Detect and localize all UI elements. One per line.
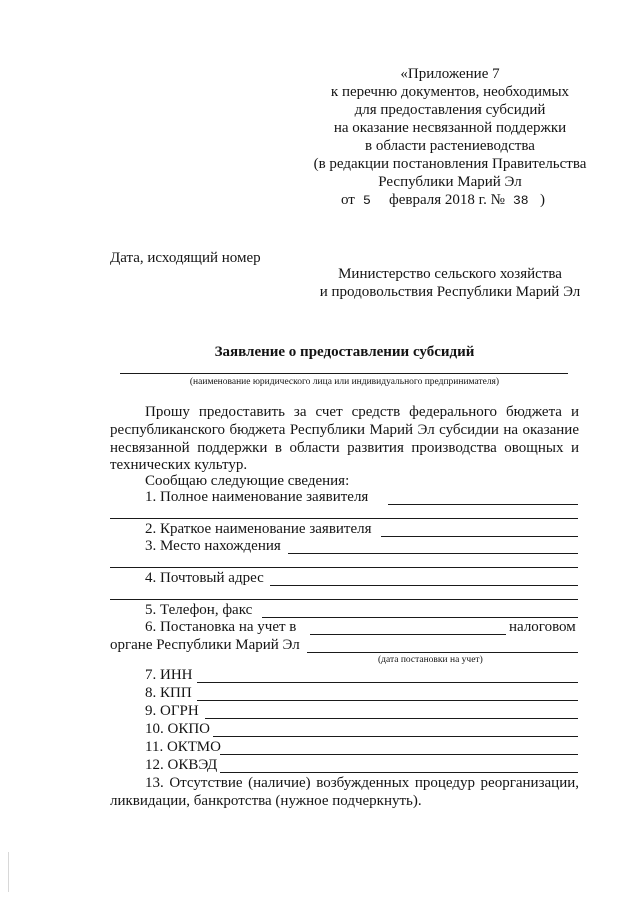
appendix-line: к перечню документов, необходимых xyxy=(330,84,570,100)
field-full-name-line-2 xyxy=(110,518,578,519)
field-full-name-label: 1. Полное наименование заявителя xyxy=(145,489,369,505)
date-label: Дата, исходящий номер xyxy=(110,250,261,266)
appendix-date-prefix: от xyxy=(341,192,355,208)
field-oktmo-line xyxy=(220,754,578,755)
field-okpo-label: 10. ОКПО xyxy=(145,721,211,737)
field-phone-fax-line xyxy=(262,617,578,618)
field-phone-fax-label: 5. Телефон, факс xyxy=(145,602,253,618)
field-tax-authority-label: органе Республики Марий Эл xyxy=(110,637,300,653)
addressee-line2: и продовольствия Республики Марий Эл xyxy=(319,284,581,300)
field-location-line xyxy=(288,553,578,554)
appendix-month-year: февраля 2018 г. № xyxy=(389,192,505,208)
field-short-name-line xyxy=(381,536,578,537)
field-ogrn-line xyxy=(205,718,578,719)
field-kpp-label: 8. КПП xyxy=(145,685,192,701)
appendix-line: для предоставления субсидий xyxy=(354,102,546,118)
field-postal-address-label: 4. Почтовый адрес xyxy=(145,570,264,586)
field-ogrn-label: 9. ОГРН xyxy=(145,703,199,719)
field-procedures-label-cont: ликвидации, банкротства (нужное подчеркнуть). xyxy=(110,793,422,809)
appendix-close-paren: ) xyxy=(540,192,545,208)
appendix-line: на оказание несвязанной поддержки xyxy=(333,120,567,136)
applicant-caption: (наименование юридического лица или индивидуального предпринимателя) xyxy=(189,377,500,387)
field-tax-registration-label-cont: налоговом xyxy=(509,619,576,635)
field-oktmo-label: 11. ОКТМО xyxy=(145,739,221,755)
field-tax-date-caption: (дата постановки на учет) xyxy=(378,655,483,665)
paragraph-line: республиканского бюджета Республики Марий Эл субсидии на оказание xyxy=(110,422,579,438)
appendix-line: Республики Марий Эл xyxy=(378,174,522,190)
paragraph-line: технических культур. xyxy=(110,457,248,473)
appendix-title: «Приложение 7 xyxy=(400,66,500,82)
scan-margin-mark xyxy=(8,852,9,892)
field-inn-label: 7. ИНН xyxy=(145,667,193,683)
field-postal-address-line xyxy=(270,585,578,586)
field-okpo-line xyxy=(213,736,578,737)
field-tax-registration-label: 6. Постановка на учет в xyxy=(145,619,297,635)
field-kpp-line xyxy=(197,700,578,701)
intro-text: Сообщаю следующие сведения: xyxy=(145,473,350,489)
field-tax-authority-line xyxy=(307,652,578,653)
field-okved-label: 12. ОКВЭД xyxy=(145,757,218,773)
document-title: Заявление о предоставлении субсидий xyxy=(214,344,475,360)
addressee-line1: Министерство сельского хозяйства xyxy=(338,266,562,282)
paragraph-line: несвязанной поддержки в области развития производства овощных и xyxy=(110,440,579,456)
appendix-line: (в редакции постановления Правительства xyxy=(313,156,587,172)
field-procedures-label: 13. Отсутствие (наличие) возбужденных процедур реорганизации, xyxy=(145,775,579,791)
field-tax-registration-line xyxy=(310,634,506,635)
field-full-name-line xyxy=(388,504,578,505)
appendix-line: в области растениеводства xyxy=(365,138,535,154)
applicant-name-line xyxy=(120,373,568,374)
field-okved-line xyxy=(220,772,578,773)
field-location-line-2 xyxy=(110,567,578,568)
field-inn-line xyxy=(197,682,578,683)
paragraph-line: Прошу предоставить за счет средств федерального бюджета и xyxy=(145,404,579,420)
appendix-day: 5 xyxy=(363,193,371,208)
field-postal-address-line-2 xyxy=(110,599,578,600)
field-location-label: 3. Место нахождения xyxy=(145,538,281,554)
appendix-number: 38 xyxy=(513,193,529,208)
field-short-name-label: 2. Краткое наименование заявителя xyxy=(145,521,372,537)
